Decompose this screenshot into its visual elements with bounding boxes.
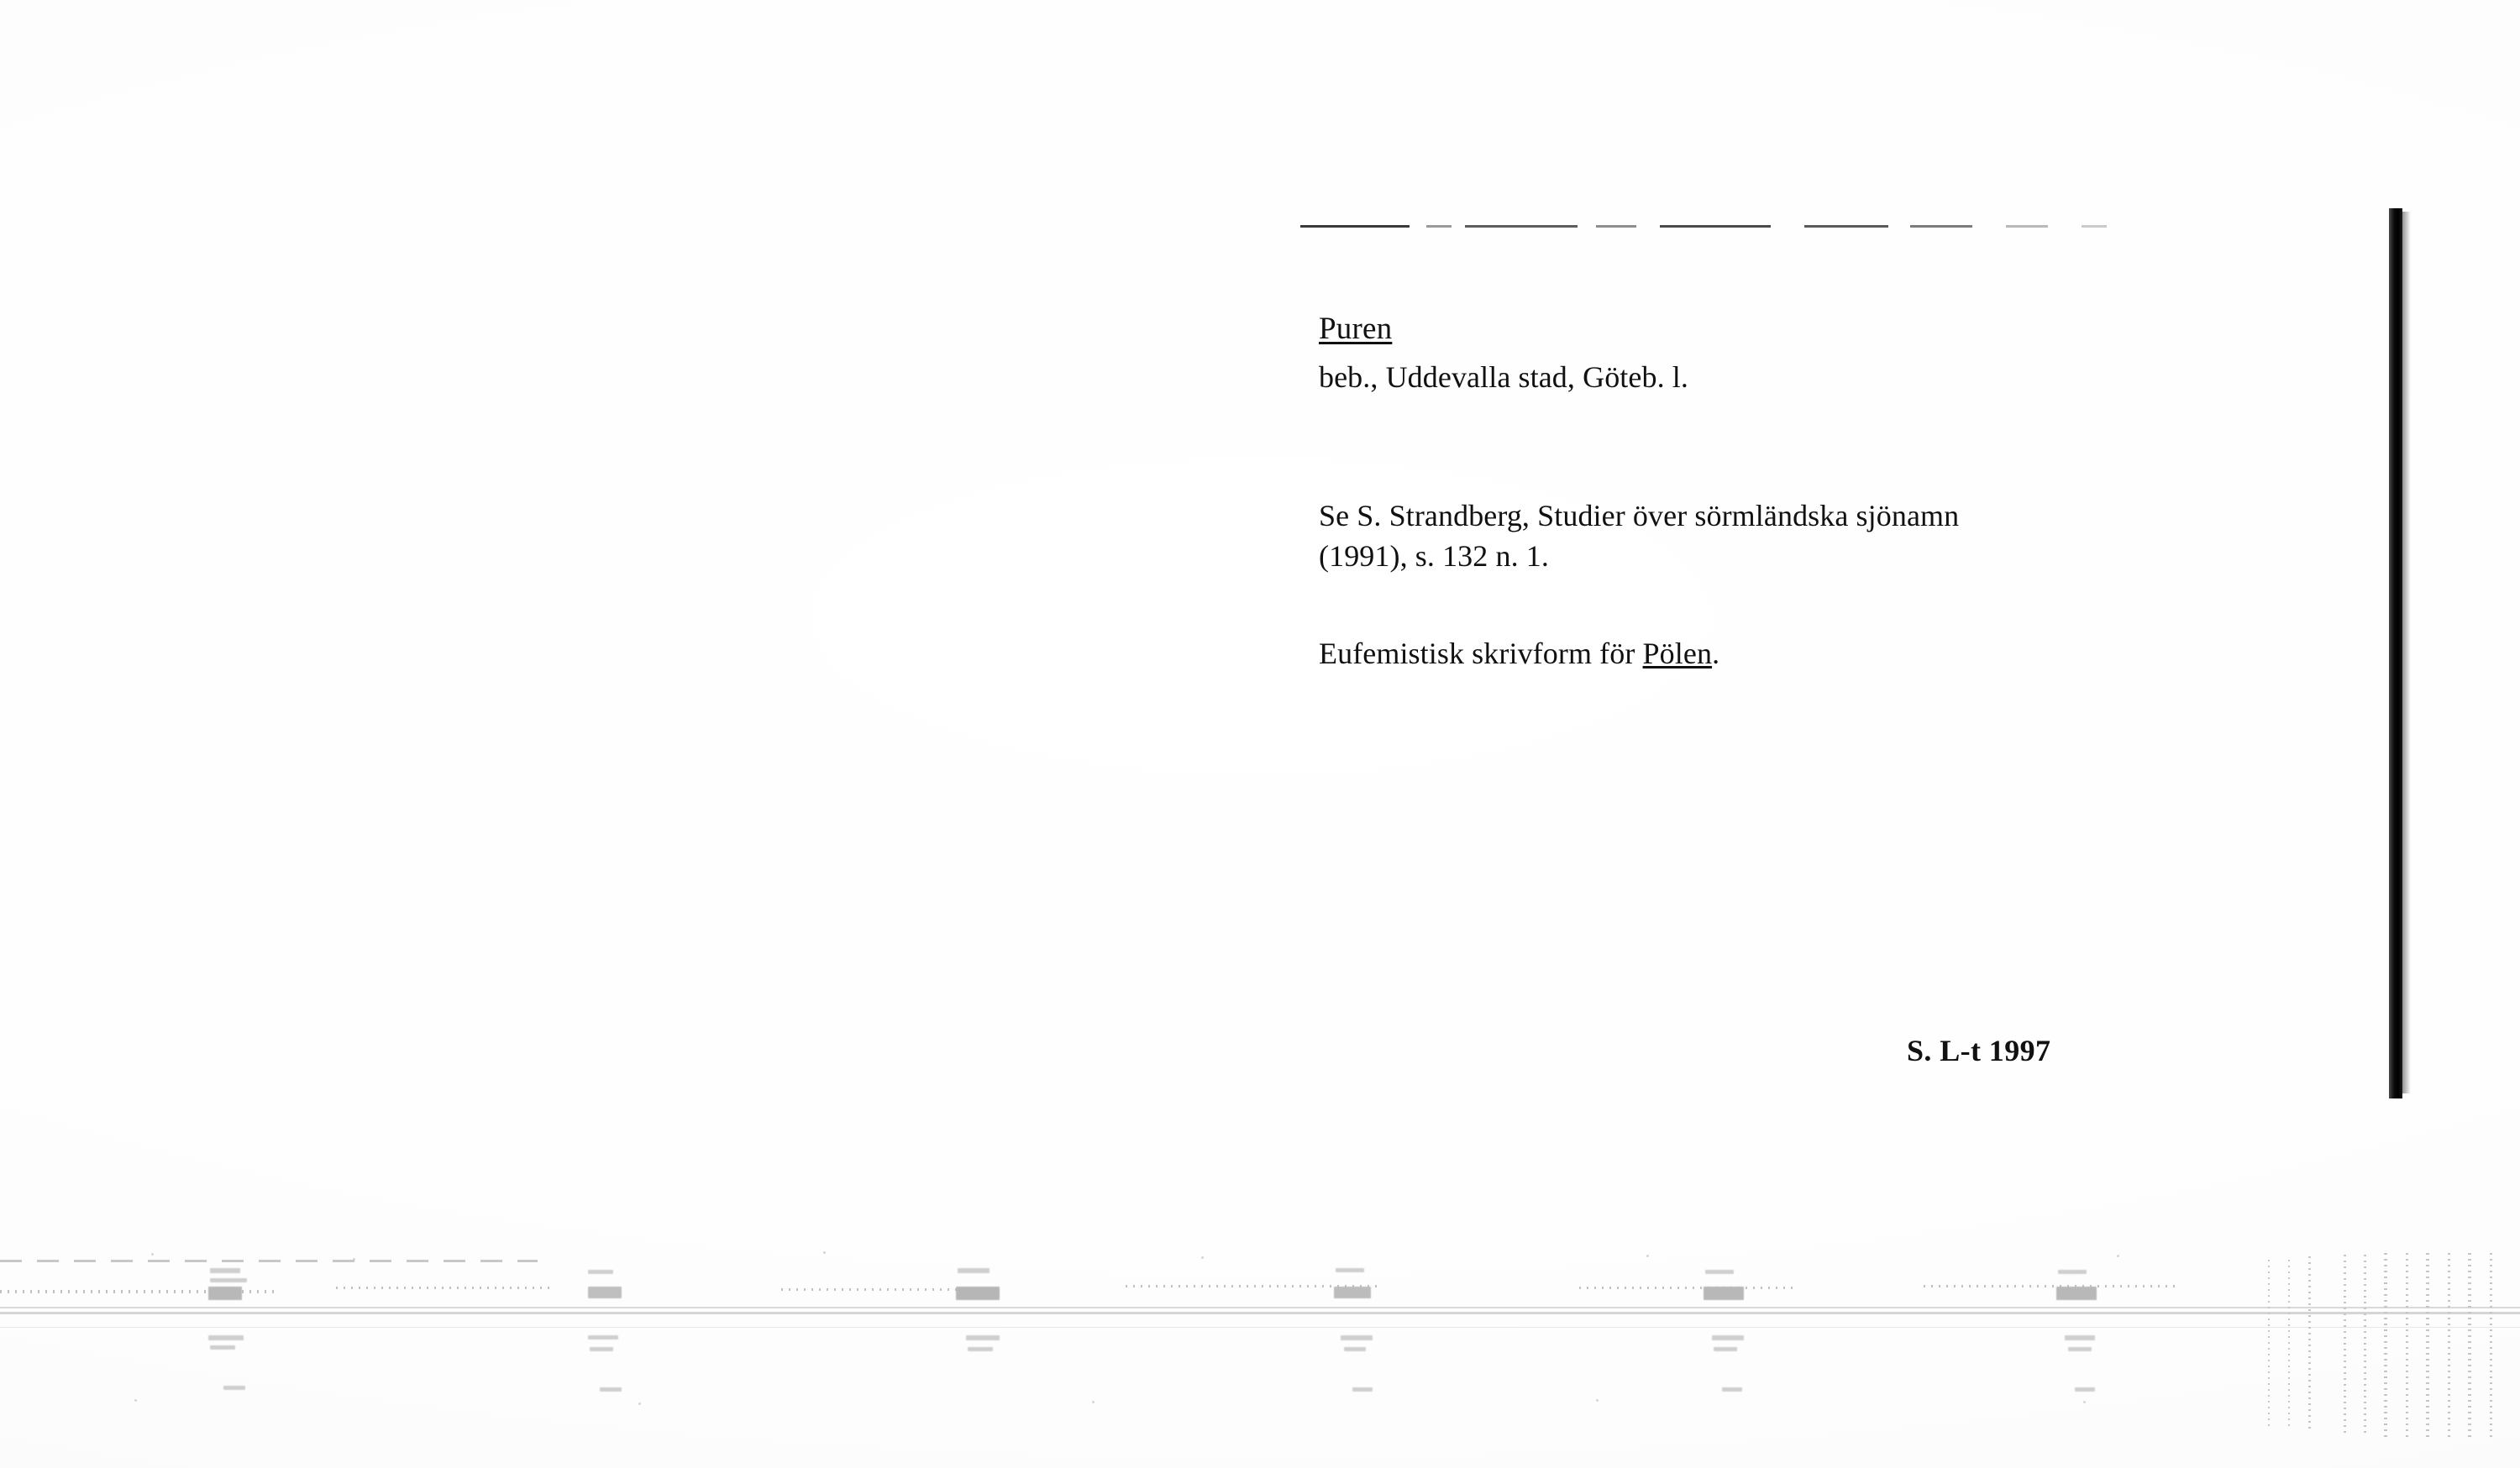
- etymology-note: [1319, 634, 2285, 674]
- etymology-note-suffix: .: [1712, 636, 1720, 670]
- top-scan-rule: [1300, 225, 2182, 228]
- classification-line: beb., Uddevalla stad, Göteb. l.: [1319, 359, 1688, 394]
- headword: Puren: [1319, 312, 1393, 346]
- scan-bleed-artifacts: [0, 1235, 2520, 1468]
- card-signature: S. L-t 1997: [1907, 1034, 2051, 1067]
- reference-note: [1319, 496, 2285, 577]
- right-edge-scan-bar: [2389, 208, 2402, 1098]
- reference-note-line-1: Se S. Strandberg, Studier över sörmländska sjönamn: [1319, 498, 1960, 532]
- reference-note-line-2: (1991), s. 132 n. 1.: [1319, 538, 1549, 573]
- etymology-note-cross-reference: Pölen: [1642, 636, 1713, 670]
- headword-line: [1319, 311, 2285, 348]
- etymology-note-prefix: Eufemistisk skrivform för: [1319, 636, 1643, 670]
- card-text-block: [1319, 311, 2285, 674]
- right-edge-scan-shadow: [2402, 212, 2411, 1093]
